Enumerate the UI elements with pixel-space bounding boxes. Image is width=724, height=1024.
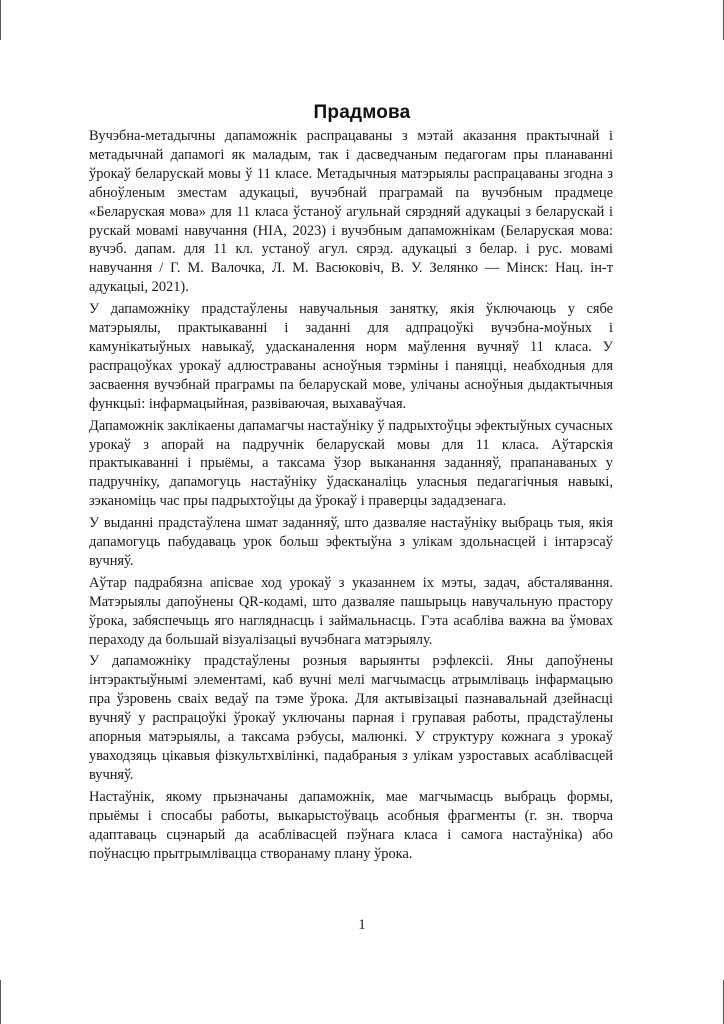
paragraph-6: У дапаможніку прадстаўлены розныя варыянты рэфлексіі. Яны дапоўнены інтэрактыўнымі элементамі, каб вучні мелі магчымасць атрымліваць інфармацыю пра ўзровень сваіх ведаў па тэме ўрока. Для актывізацыі пазнавальнай дзейнасці вучняў у распрацоўкі ўрокаў уключаны парная і групавая работы, прадстаўлены апорныя матэрыялы, а таксама рэбусы, малюнкі. У структуру кожнага з урокаў уваходзяць цікавыя фізкультхвілінкі, падабраныя з улікам узроставых асаблівасцей вучняў. xyxy=(89,653,613,783)
paragraph-3: Дапаможнік заклікаены дапамагчы настаўніку ў падрыхтоўцы эфектыўных сучасных урокаў з апорай на падручнік беларускай мовы для 11 класа. Аўтарскія практыкаванні і прыёмы, а таксама ўзор выканання заданняў, прапанаваных у падручніку, дапамогуць настаўніку ўдасканаліць уласныя педагагічныя навыкі, зэканоміць час пры падрыхтоўцы да ўрокаў і праверцы зададзенага. xyxy=(89,417,613,510)
paragraph-7: Настаўнік, якому прызначаны дапаможнік, мае магчымасць выбраць формы, прыёмы і спосабы работы, выкарыстоўваць асобныя фрагменты (г. зн. творча адаптаваць сцэнарый да асаблівасцей пэўнага класа і самога настаўніка) або поўнасцю прытрымлівацца створанаму плану ўрока. xyxy=(89,788,613,862)
body-text xyxy=(89,127,613,866)
page-number: 1 xyxy=(358,917,366,933)
paragraph-5: Аўтар падрабязна апісвае ход урокаў з указаннем іх мэты, задач, абсталявання. Матэрыялы дапоўнены QR-кодамі, што дазваляе пашырыць навучальную прастору ўрока, забяспечыць яго нагляднасць і займальнасць. Гэта асабліва важна ва ўмовах пераходу да большай візуалізацыі вучэбнага матэрыялу. xyxy=(89,574,613,648)
crop-mark-bottom-left xyxy=(0,980,1,1024)
page-title: Прадмова xyxy=(313,101,411,123)
paragraph-1: Вучэбна-метадычны дапаможнік распрацаваны з мэтай аказання практычнай і метадычнай дапамогі як маладым, так і дасведчаным педагогам пры планаванні ўрокаў беларускай мовы ў 11 класе. Метадычныя матэрыялы распрацаваны згодна з абноўленым зместам адукацыі, вучэбнай праграмай па вучэбным прадмеце «Беларуская мова» для 11 класа ўстаноў агульнай сярэдняй адукацыі з беларускай і рускай мовамі навучання (НІА, 2023) і вучэбным дапаможнікам (Беларуская мова: вучэб. дапам. для 11 кл. устаноў агул. сярэд. адукацыі з белар. і рус. мовамі навучання / Г. М. Валочка, Л. М. Васюковіч, В. У. Зелянко — Мінск: Нац. ін-т адукацыі, 2021). xyxy=(89,128,613,296)
paragraph-4: У выданні прадстаўлена шмат заданняў, што дазваляе настаўніку выбраць тыя, якія дапамогуць пабудаваць урок больш эфектыўна з улікам здольнасцей і інтарэсаў вучняў. xyxy=(89,515,613,569)
crop-mark-top-left xyxy=(0,0,1,40)
paragraph-2: У дапаможніку прадстаўлены навучальныя занятку, якія ўключаюць у сябе матэрыялы, практыкаванні і заданні для адпрацоўкі вучэбна-моўных і камунікатыўных навыкаў, удасканалення норм маўлення вучняў 11 класа. У распрацоўках урокаў адлюстраваны асноўныя тэрміны і паняцці, неабходныя для засваення вучэбнай праграмы па беларускай мове, улічаны асноўныя дыдактычныя функцыі: інфармацыйная, развіваючая, выхаваўчая. xyxy=(89,301,613,412)
